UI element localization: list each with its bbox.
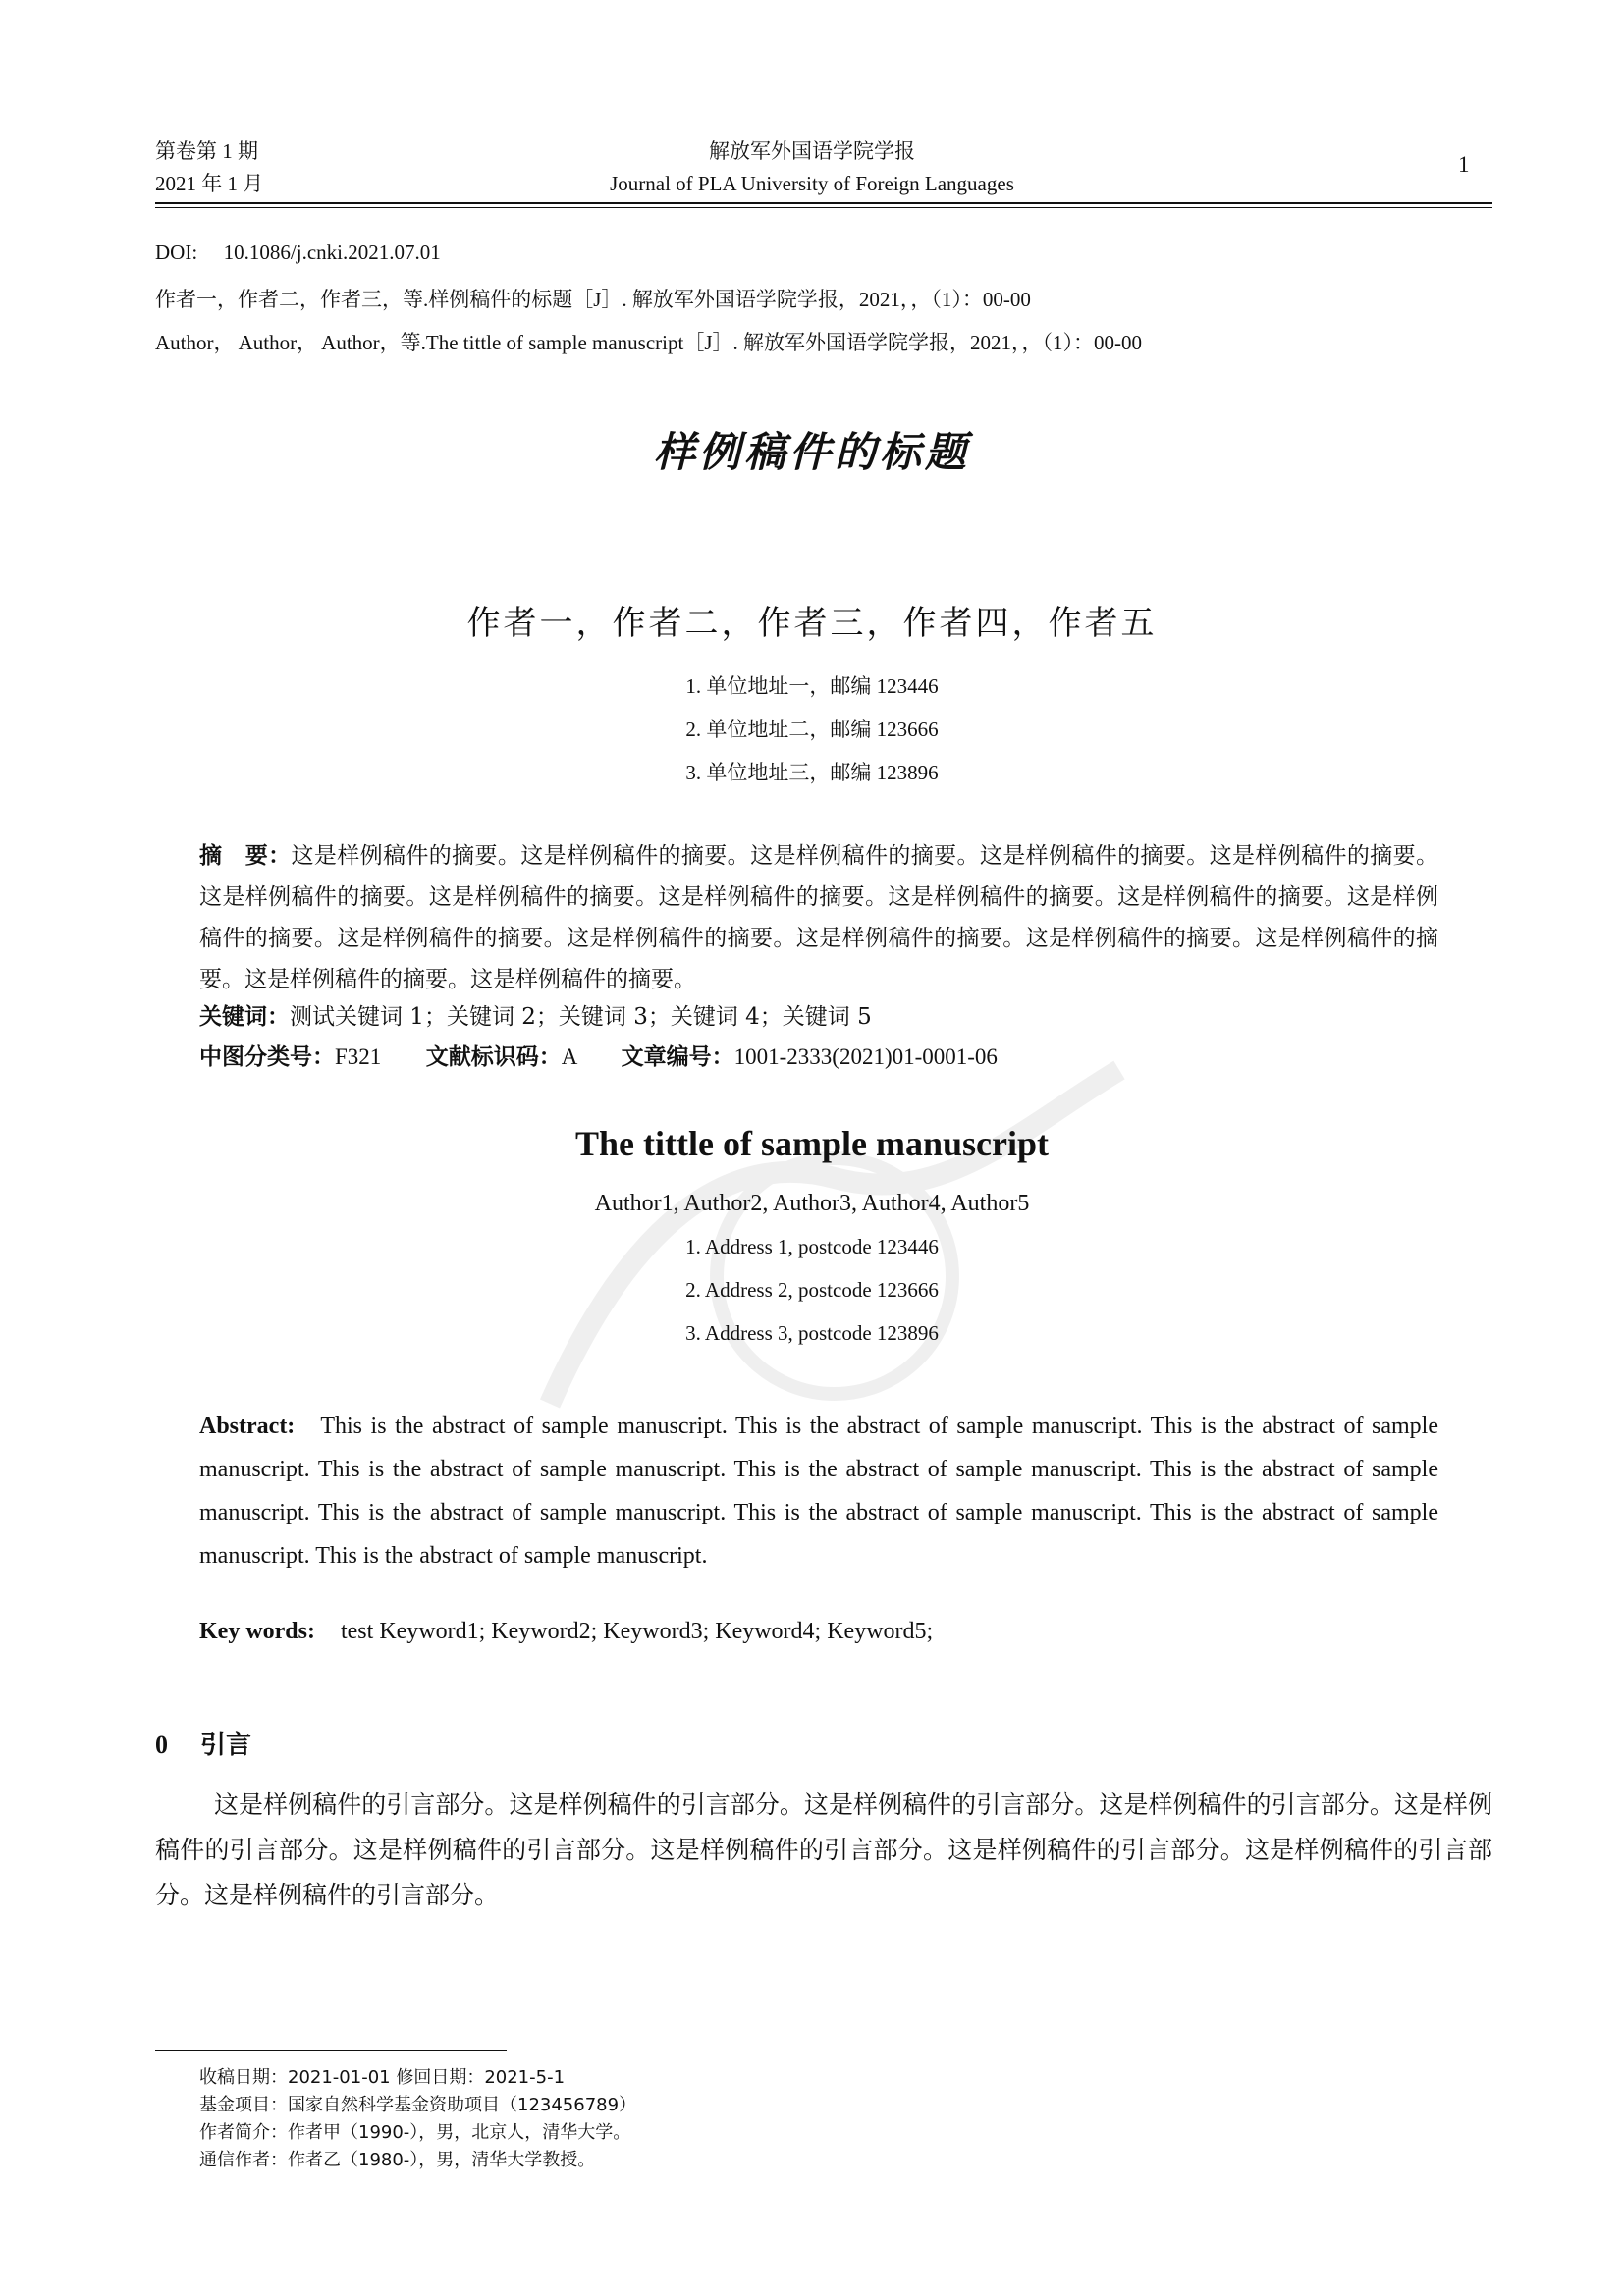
doi-line [155, 240, 1492, 265]
doc-code-label: 文献标识码： [425, 1044, 562, 1070]
affiliation-zh-2: 2. 单位地址二，邮编 123666 [685, 718, 939, 741]
header-volume: 第卷第 1 期 [155, 139, 258, 163]
section-heading [155, 1725, 251, 1761]
affiliation-en-1: 1. Address 1, postcode 123446 [685, 1235, 939, 1258]
abstract-en [199, 1405, 1438, 1577]
footnote-corresponding: 通信作者：作者乙（1980-），男，清华大学教授。 [199, 2150, 596, 2170]
header-rule-thick [155, 202, 1492, 204]
keywords-zh-label: 关键词： [199, 1004, 290, 1030]
doi-label: DOI: [155, 240, 198, 264]
title-zh: 样例稿件的标题 [653, 428, 970, 476]
article-no-label: 文章编号： [621, 1044, 734, 1070]
affiliation-zh-1: 1. 单位地址一，邮编 123446 [685, 674, 939, 698]
title-en: The tittle of sample manuscript [575, 1124, 1049, 1163]
abstract-en-text: This is the abstract of sample manuscript. This is the abstract of sample manuscript. This is the abstract of sample manuscript. This is the abstract of sample manuscript. This is the abstract of sample manuscript. This is the abstract of sample manuscript. This is the abstract of sample manuscript. This is the abstract of sample manuscript. This is the abstract of sample manuscript. This is the abstract of sample manuscript. [199, 1414, 1438, 1569]
header-issue-info [155, 135, 263, 200]
header-journal-zh: 解放军外国语学院学报 [709, 139, 915, 163]
abstract-en-label: Abstract: [199, 1414, 296, 1439]
citation-zh: 作者一，作者二，作者三，等.样例稿件的标题［J］. 解放军外国语学院学报，2021，，（1）：00-00 [155, 288, 1031, 311]
keywords-en [199, 1619, 933, 1645]
authors-zh: 作者一，作者二，作者三，作者四，作者五 [466, 604, 1158, 643]
keywords-en-text: test Keyword1; Keyword2; Keyword3; Keyword4; Keyword5; [340, 1619, 934, 1644]
abstract-zh [199, 835, 1438, 1000]
header-date: 2021 年 1 月 [155, 172, 264, 195]
clc-label: 中图分类号： [199, 1044, 335, 1070]
abstract-zh-label: 摘 要： [199, 843, 292, 869]
citation-en: Author， Author， Author，等.The tittle of sample manuscript［J］. 解放军外国语学院学报，2021，，（1）：00-00 [155, 331, 1143, 354]
footnote-received: 收稿日期：2021-01-01 修回日期：2021-5-1 [199, 2067, 566, 2088]
keywords-zh [199, 998, 872, 1031]
footnote-author-bio: 作者简介：作者甲（1990-），男，北京人，清华大学。 [199, 2122, 631, 2143]
affiliation-en-3: 3. Address 3, postcode 123896 [685, 1321, 939, 1345]
affiliation-zh-3: 3. 单位地址三，邮编 123896 [685, 761, 939, 784]
section-number: 0 [155, 1731, 168, 1759]
header-rule-thin [155, 207, 1492, 208]
header-journal [468, 135, 1156, 200]
affiliation-en-2: 2. Address 2, postcode 123666 [685, 1278, 939, 1302]
doc-code-value: A [561, 1044, 577, 1069]
header-journal-en: Journal of PLA University of Foreign Languages [610, 172, 1014, 195]
doi-value: 10.1086/j.cnki.2021.07.01 [223, 240, 441, 264]
section-title: 引言 [200, 1731, 252, 1760]
page-number: 1 [1458, 152, 1470, 177]
footnote-rule [155, 2050, 507, 2051]
clc-value: F321 [335, 1044, 382, 1069]
section-body: 这是样例稿件的引言部分。这是样例稿件的引言部分。这是样例稿件的引言部分。这是样例稿件的引言部分。这是样例稿件的引言部分。这是样例稿件的引言部分。这是样例稿件的引言部分。这是样例稿件的引言部分。这是样例稿件的引言部分。这是样例稿件的引言部分。 [155, 1790, 1492, 1909]
keywords-zh-text: 测试关键词 1；关键词 2；关键词 3；关键词 4；关键词 5 [290, 1004, 872, 1030]
keywords-en-label: Key words: [199, 1619, 315, 1644]
footnote-funding: 基金项目：国家自然科学基金资助项目（123456789） [199, 2095, 637, 2115]
abstract-zh-text: 这是样例稿件的摘要。这是样例稿件的摘要。这是样例稿件的摘要。这是样例稿件的摘要。这是样例稿件的摘要。这是样例稿件的摘要。这是样例稿件的摘要。这是样例稿件的摘要。这是样例稿件的摘要。这是样例稿件的摘要。这是样例稿件的摘要。这是样例稿件的摘要。这是样例稿件的摘要。这是样例稿件的摘要。这是样例稿件的摘要。这是样例稿件的摘要。这是样例稿件的摘要。这是样例稿件的摘要。 [199, 843, 1439, 992]
authors-en: Author1, Author2, Author3, Author4, Author5 [594, 1191, 1030, 1216]
article-no-value: 1001-2333(2021)01-0001-06 [733, 1044, 998, 1069]
